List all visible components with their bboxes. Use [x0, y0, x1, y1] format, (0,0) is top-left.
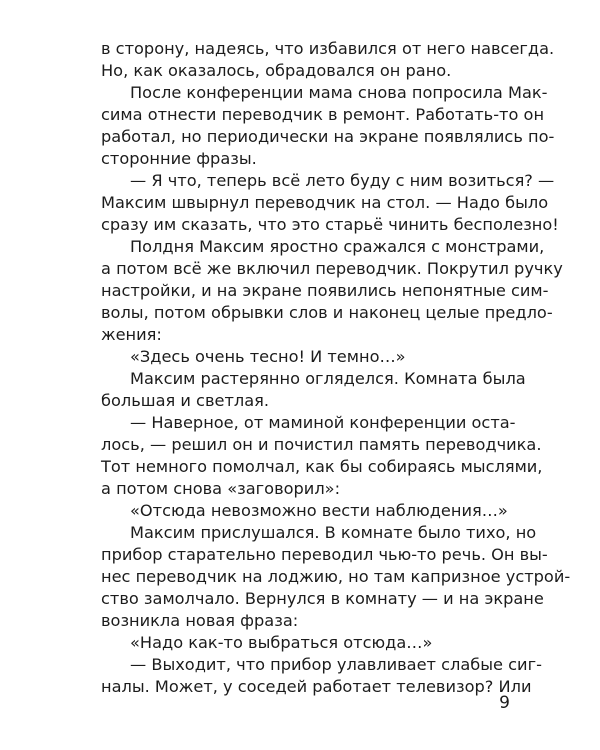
text-line: а потом снова «заговорил»: [101, 479, 341, 498]
text-line: Тот немного помолчал, как бы собираясь мыслями, [101, 457, 543, 476]
page-number: 9 [499, 693, 510, 713]
text-line: сразу им сказать, что это старьё чинить бесполезно! [101, 215, 559, 234]
text-line: Максим швырнул переводчик на стол. — Надо было [101, 193, 549, 212]
text-line: настройки, и на экране появились непонятные сим- [101, 281, 549, 300]
text-line: лось, — решил он и почистил память переводчика. [101, 435, 542, 454]
text-line: Но, как оказалось, обрадовался он рано. [101, 61, 452, 80]
text-line: ство замолчало. Вернулся в комнату — и на экране [101, 589, 544, 608]
text-line: в сторону, надеясь, что избавился от него навсегда. [101, 39, 555, 58]
text-line: сима отнести переводчик в ремонт. Работать-то он [101, 105, 545, 124]
text-line: — Я что, теперь всё лето буду с ним возиться? — [130, 171, 555, 190]
text-line: После конференции мама снова попросила Мак- [130, 83, 548, 102]
text-line: сторонние фразы. [101, 149, 257, 168]
text-line: волы, потом обрывки слов и наконец целые предло- [101, 303, 553, 322]
text-line: «Надо как-то выбраться отсюда…» [130, 633, 433, 652]
text-line: «Здесь очень тесно! И темно…» [130, 347, 406, 366]
text-line: большая и светлая. [101, 391, 270, 410]
text-line: прибор старательно переводил чью-то речь. Он вы- [101, 545, 548, 564]
text-line: налы. Может, у соседей работает телевизор? Или [101, 677, 532, 696]
text-line: «Отсюда невозможно вести наблюдения…» [130, 501, 508, 520]
text-line: возникла новая фраза: [101, 611, 299, 630]
text-line: нес переводчик на лоджию, но там капризное устрой- [101, 567, 571, 586]
text-line: — Наверное, от маминой конференции оста- [130, 413, 516, 432]
text-line: работал, но периодически на экране появлялись по- [101, 127, 555, 146]
text-line: — Выходит, что прибор улавливает слабые сиг- [130, 655, 542, 674]
text-line: Полдня Максим яростно сражался с монстрами, [130, 237, 545, 256]
text-line: Максим прислушался. В комнате было тихо, но [130, 523, 537, 542]
text-line: а потом всё же включил переводчик. Покрутил ручку [101, 259, 563, 278]
text-line: Максим растерянно огляделся. Комната была [130, 369, 526, 388]
text-line: жения: [101, 325, 162, 344]
